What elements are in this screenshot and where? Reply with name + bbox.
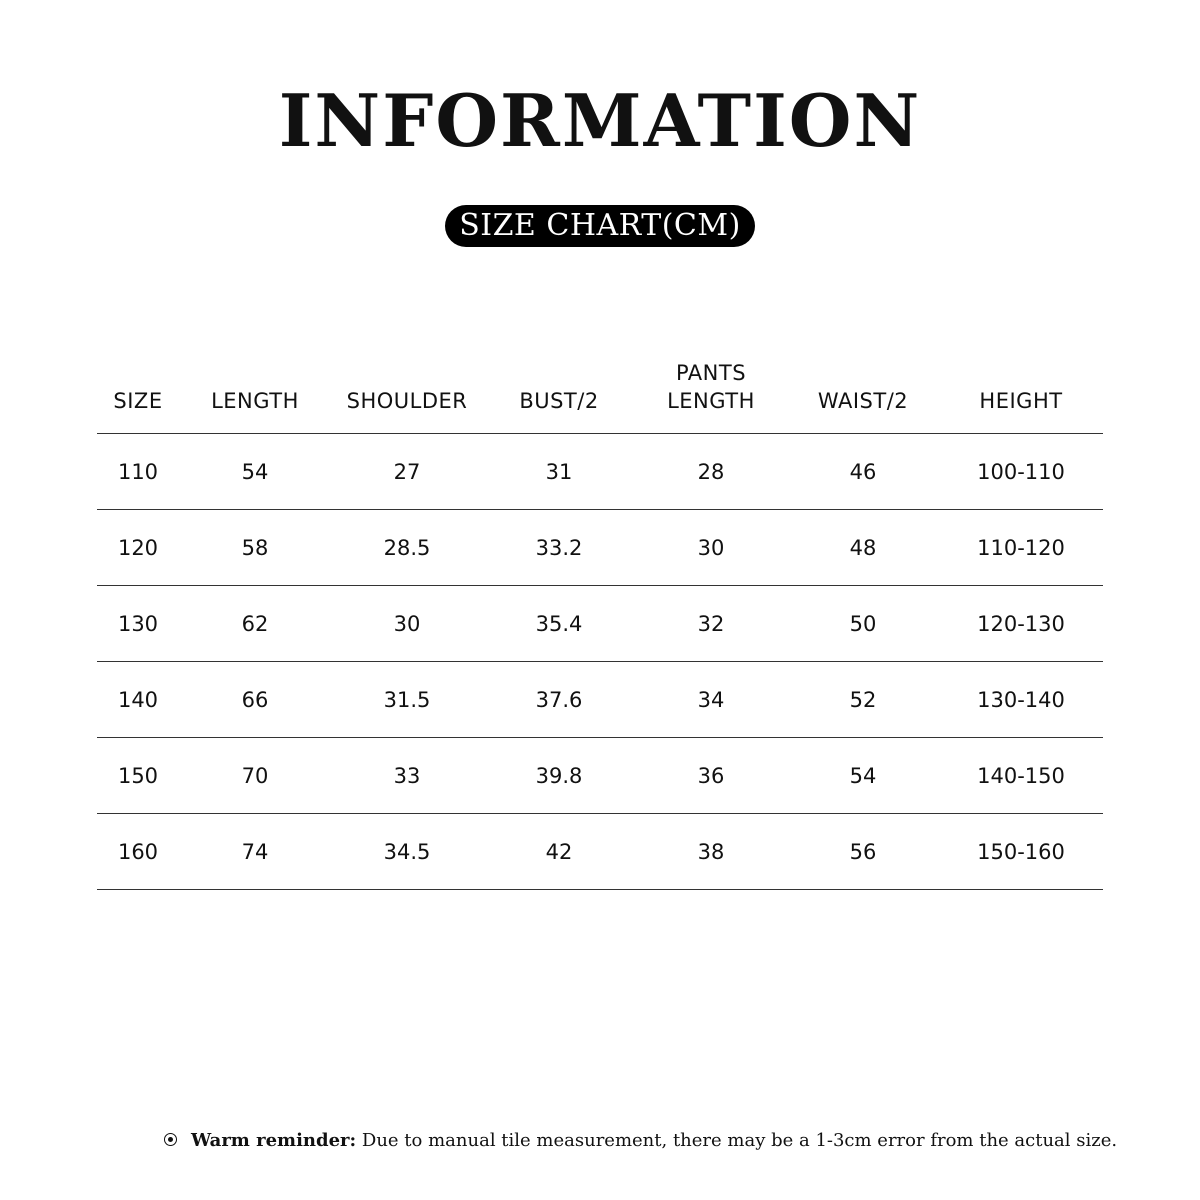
table-row	[97, 814, 1103, 890]
table-cell: 130-140	[939, 662, 1103, 738]
table-row	[97, 586, 1103, 662]
table-cell: 70	[179, 738, 331, 814]
column-header-label: SIZE	[113, 389, 163, 413]
column-header	[97, 330, 179, 434]
table-cell: 62	[179, 586, 331, 662]
column-header-label: WAIST/2	[817, 389, 909, 413]
table-cell: 54	[787, 738, 939, 814]
table-cell: 34.5	[331, 814, 483, 890]
size-chart-badge: SIZE CHART(CM)	[445, 205, 755, 247]
column-header-label: LENGTH	[211, 389, 299, 413]
warm-reminder-text: Due to manual tile measurement, there may be a 1-3cm error from the actual size.	[356, 1130, 1118, 1151]
warm-reminder	[160, 1128, 1160, 1154]
table-cell: 34	[635, 662, 787, 738]
table-cell: 66	[179, 662, 331, 738]
column-header-label: BUST/2	[519, 389, 599, 413]
table-cell: 48	[787, 510, 939, 586]
subtitle-wrapper	[0, 205, 1200, 247]
table-cell: 37.6	[483, 662, 635, 738]
size-chart-table	[97, 330, 1103, 890]
column-header	[787, 330, 939, 434]
table-cell: 140	[97, 662, 179, 738]
table-cell: 46	[787, 434, 939, 510]
header-row	[97, 330, 1103, 434]
table-cell: 32	[635, 586, 787, 662]
table-cell: 35.4	[483, 586, 635, 662]
table-body	[97, 434, 1103, 890]
table-cell: 56	[787, 814, 939, 890]
table-cell: 54	[179, 434, 331, 510]
table-cell: 110	[97, 434, 179, 510]
table-cell: 31	[483, 434, 635, 510]
table-cell: 28	[635, 434, 787, 510]
table-cell: 39.8	[483, 738, 635, 814]
table-cell: 140-150	[939, 738, 1103, 814]
column-header	[483, 330, 635, 434]
table-cell: 130	[97, 586, 179, 662]
page-title: INFORMATION	[278, 78, 922, 163]
column-header-label: SHOULDER	[346, 389, 468, 413]
table-cell: 160	[97, 814, 179, 890]
column-header	[331, 330, 483, 434]
column-header-label: LENGTH	[667, 389, 755, 413]
column-header-label: HEIGHT	[979, 389, 1063, 413]
table-cell: 110-120	[939, 510, 1103, 586]
table-cell: 28.5	[331, 510, 483, 586]
table-cell: 52	[787, 662, 939, 738]
table-cell: 74	[179, 814, 331, 890]
column-header-label: PANTS	[675, 361, 747, 385]
table-cell: 31.5	[331, 662, 483, 738]
column-header	[179, 330, 331, 434]
warm-reminder-label: Warm reminder:	[191, 1130, 357, 1151]
table-row	[97, 434, 1103, 510]
table-cell: 30	[635, 510, 787, 586]
table-cell: 150-160	[939, 814, 1103, 890]
table-row	[97, 738, 1103, 814]
table-cell: 120-130	[939, 586, 1103, 662]
column-header	[635, 330, 787, 434]
table-cell: 100-110	[939, 434, 1103, 510]
table-header	[97, 330, 1103, 434]
table-row	[97, 662, 1103, 738]
table-row	[97, 510, 1103, 586]
table-cell: 27	[331, 434, 483, 510]
table-cell: 50	[787, 586, 939, 662]
table-cell: 33.2	[483, 510, 635, 586]
table-cell: 33	[331, 738, 483, 814]
table-cell: 120	[97, 510, 179, 586]
table-cell: 36	[635, 738, 787, 814]
table-cell: 150	[97, 738, 179, 814]
table-cell: 42	[483, 814, 635, 890]
table-cell: 58	[179, 510, 331, 586]
table-cell: 38	[635, 814, 787, 890]
table-cell: 30	[331, 586, 483, 662]
column-header	[939, 330, 1103, 434]
radio-bullet-icon	[164, 1133, 177, 1146]
